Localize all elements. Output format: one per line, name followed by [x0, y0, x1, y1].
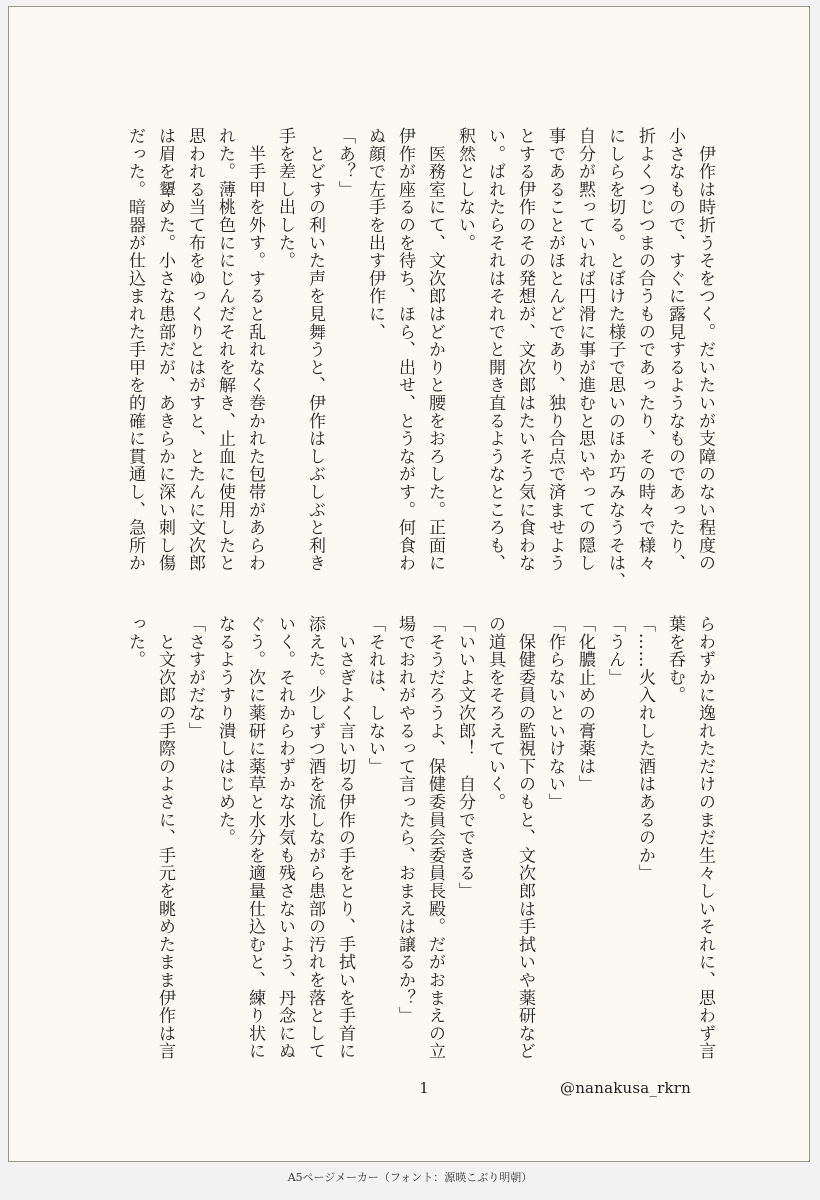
text-line: ぐう。次に薬研に薬草と水分を適量仕込むと、練り状に [245, 615, 265, 1060]
text-line: った。 [125, 615, 145, 669]
page-number: 1 [419, 1079, 429, 1097]
text-line: の道具をそろえていく。 [485, 615, 505, 811]
text-line: 「それは、しない」 [365, 615, 385, 776]
text-line: 釈然としない。 [455, 127, 475, 252]
text-line: 「……火入れした酒はあるのか」 [635, 615, 655, 882]
text-line: 「化膿止めの膏薬は」 [575, 615, 595, 793]
text-line: 葉を呑む。 [665, 615, 685, 704]
text-line: 保健委員の監視下のもと、文次郎は手拭いや薬研など [515, 615, 535, 1060]
text-line: 伊作が座るのを待ち、ほら、出せ、とうながす。何食わ [395, 127, 415, 572]
text-line: なるようすり潰しはじめた。 [215, 615, 235, 847]
text-line: 添えた。少しずつ酒を流しながら患部の汚れを落として [305, 615, 325, 1060]
text-line: 事であることがほとんどであり、独り合点で済ませよう [545, 127, 565, 572]
text-line: い。ばれたらそれはそれでと開き直るようなところも、 [485, 127, 505, 572]
text-line: 「うん」 [605, 615, 625, 687]
text-line: ぬ顔で左手を出す伊作に、 [365, 127, 385, 341]
text-line: にしらを切る。とぼけた様子で思いのほか巧みなうそは、 [605, 127, 625, 590]
book-page [8, 6, 810, 1162]
text-line: 折よくつじつまの合うものであったり、その時々で様々 [635, 127, 655, 572]
text-line: は眉を顰めた。小さな患部だが、あきらかに深い刺し傷 [155, 127, 175, 572]
upper-text-block [105, 127, 720, 590]
text-line: 場でおれがやるって言ったら、おまえは譲るか？」 [395, 615, 415, 1025]
text-line: 「さすがだな」 [185, 615, 205, 740]
text-line: 「いいよ文次郎！ 自分でできる」 [455, 615, 475, 900]
text-line: 半手甲を外す。すると乱れなく巻かれた包帯があらわ [245, 127, 265, 572]
text-line: いさぎよく言い切る伊作の手をとり、手拭いを手首に [335, 615, 355, 1060]
text-line: らわずかに逸れただけのまだ生々しいそれに、思わず言 [695, 615, 715, 1060]
text-line: れた。薄桃色ににじんだそれを解き、止血に使用したと [215, 127, 235, 572]
text-line: とどすの利いた声を見舞うと、伊作はしぶしぶと利き [305, 127, 325, 572]
text-line: 思われる当て布をゆっくりとはがすと、とたんに文次郎 [185, 127, 205, 572]
lower-text-block [125, 615, 720, 1063]
text-line: 手を差し出した。 [275, 127, 295, 270]
text-line: 小さなもので、すぐに露見するようなものであったり、 [665, 127, 685, 572]
text-line: 伊作は時折うそをつく。だいたいが支障のない程度の [695, 127, 715, 572]
text-line: 自分が黙っていれば円滑に事が進むと思いやっての隠し [575, 127, 595, 572]
text-line: いく。それからわずかな水気も残さないよう、丹念にぬ [275, 615, 295, 1060]
generator-caption: A5ページメーカー（フォント：源暎こぶり明朝） [287, 1171, 533, 1184]
text-line: とする伊作のその発想が、文次郎はたいそう気に食わな [515, 127, 535, 572]
text-line: 「作らないといけない」 [545, 615, 565, 811]
text-line: と文次郎の手際のよさに、手元を眺めたまま伊作は言 [155, 615, 175, 1060]
text-line: だった。暗器が仕込まれた手甲を的確に貫通し、急所か [125, 127, 145, 572]
author-handle: @nanakusa_rkrn [560, 1079, 691, 1097]
text-line: 「そうだろうよ、保健委員会委員長殿。だがおまえの立 [425, 615, 445, 1060]
text-line: 医務室にて、文次郎はどかりと腰をおろした。正面に [425, 127, 445, 572]
text-line: 「あ？」 [335, 127, 355, 199]
